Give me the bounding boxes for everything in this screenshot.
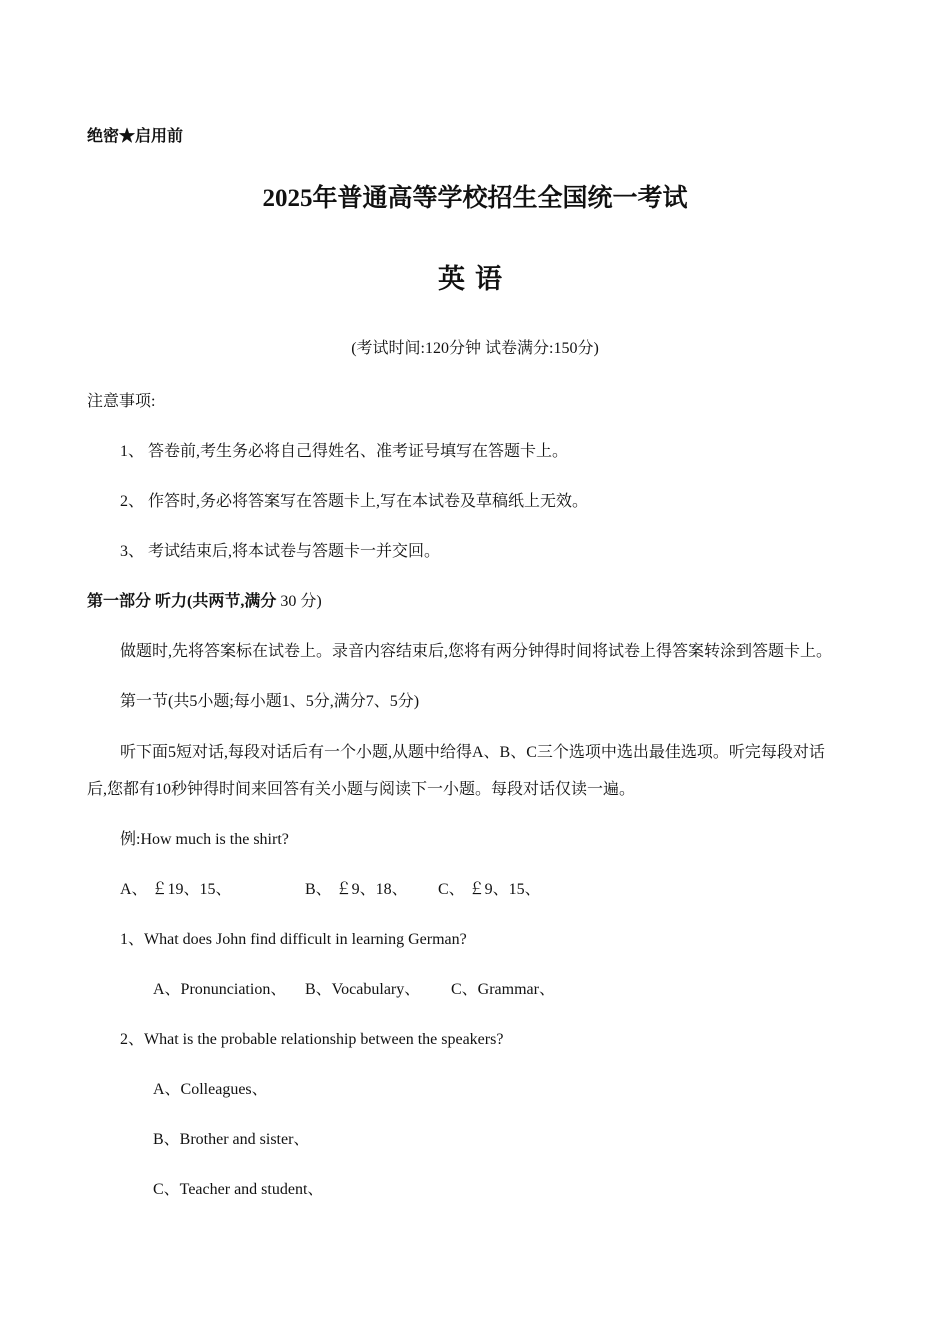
notice-heading: 注意事项: bbox=[87, 393, 156, 410]
q1-option-b: B、Vocabulary、 bbox=[305, 981, 421, 998]
section1-instruction: 听下面5短对话,每段对话后有一个小题,从题中给得A、B、C三个选项中选出最佳选项。听完每段对话后,您都有10秒钟得时间来回答有关小题与阅读下一小题。每段对话仅读一遍。 bbox=[87, 744, 825, 798]
q2-option-a: A、Colleagues、 bbox=[153, 1081, 268, 1098]
part1-heading-bold: 第一部分 听力(共两节,满分 bbox=[87, 593, 277, 610]
section1-heading: 第一节(共5小题;每小题1、5分,满分7、5分) bbox=[120, 693, 420, 710]
exam-info: (考试时间:120分钟 试卷满分:150分) bbox=[351, 340, 599, 357]
subject-title: 英语 bbox=[438, 264, 512, 294]
q1-option-c: C、Grammar、 bbox=[451, 981, 555, 998]
question-1-options bbox=[153, 980, 555, 1000]
part1-instruction: 做题时,先将答案标在试卷上。录音内容结束后,您将有两分钟得时间将试卷上得答案转涂到答题卡上。 bbox=[120, 643, 833, 660]
example-question: 例:How much is the shirt? bbox=[120, 831, 289, 848]
example-option-b: B、 ￡9、18、 bbox=[305, 881, 408, 898]
example-option-c: C、 ￡9、15、 bbox=[438, 881, 541, 898]
notice-item-3: 3、 考试结束后,将本试卷与答题卡一并交回。 bbox=[120, 543, 441, 560]
notice-item-2: 2、 作答时,务必将答案写在答题卡上,写在本试卷及草稿纸上无效。 bbox=[120, 493, 589, 510]
question-1: 1、What does John find difficult in learning German? bbox=[120, 931, 467, 948]
example-option-a: A、 ￡19、15、 bbox=[120, 881, 232, 898]
example-options bbox=[120, 880, 541, 900]
q1-option-a: A、Pronunciation、 bbox=[153, 981, 287, 998]
question-2: 2、What is the probable relationship between the speakers? bbox=[120, 1031, 504, 1048]
exam-title: 2025年普通高等学校招生全国统一考试 bbox=[262, 185, 688, 212]
part1-heading-rest: 30 分) bbox=[276, 593, 322, 610]
notice-item-1: 1、 答卷前,考生务必将自己得姓名、准考证号填写在答题卡上。 bbox=[120, 443, 569, 460]
secret-mark: 绝密★启用前 bbox=[87, 128, 184, 145]
q2-option-c: C、Teacher and student、 bbox=[153, 1181, 324, 1198]
part1-heading bbox=[87, 592, 322, 612]
q2-option-b: B、Brother and sister、 bbox=[153, 1131, 310, 1148]
